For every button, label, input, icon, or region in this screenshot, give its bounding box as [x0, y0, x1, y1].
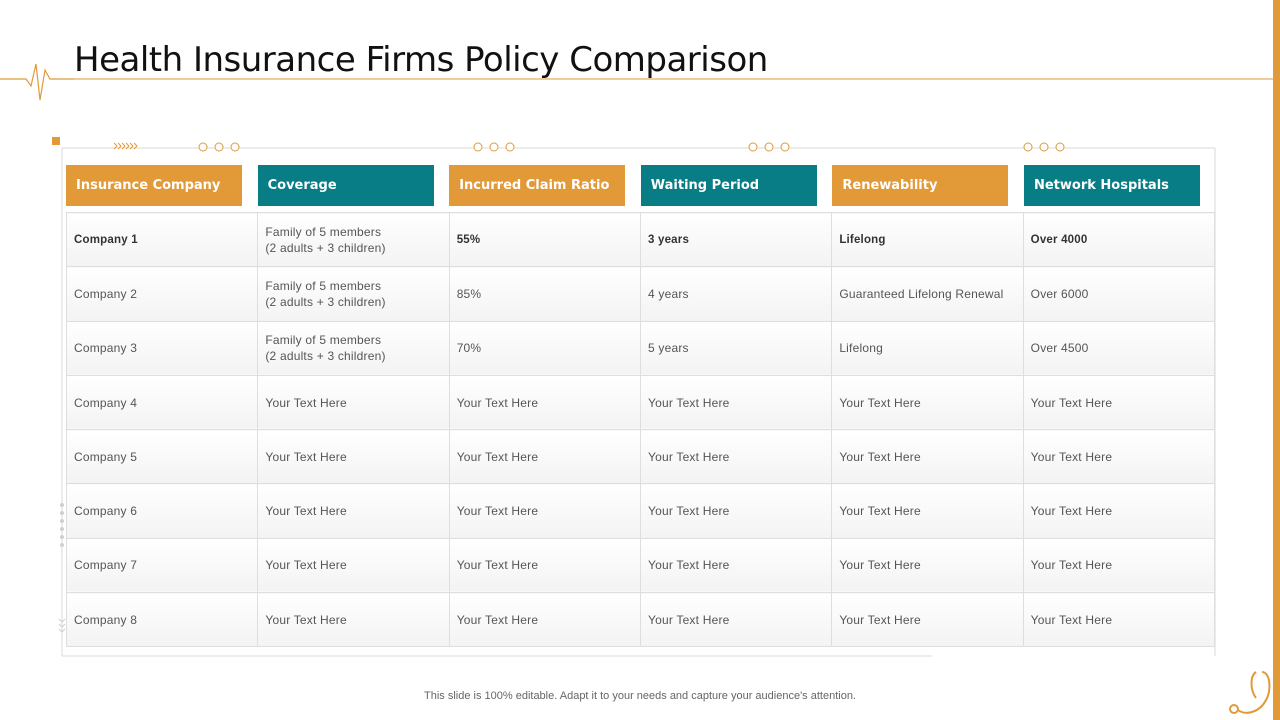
coverage-line-1: Family of 5 members [265, 278, 382, 293]
cell-company: Company 8 [67, 593, 258, 647]
table-row [67, 375, 1215, 429]
cell-waiting-period: Your Text Here [641, 484, 832, 538]
frame-circle-dots [199, 143, 1064, 151]
cell-network-hospitals: Your Text Here [1023, 430, 1214, 484]
cell-waiting-period: Your Text Here [641, 538, 832, 592]
cell-claim-ratio: Your Text Here [449, 375, 640, 429]
cell-claim-ratio: Your Text Here [449, 484, 640, 538]
cell-waiting-period: Your Text Here [641, 375, 832, 429]
cell-renewability: Your Text Here [832, 593, 1023, 647]
cell-waiting-period: Your Text Here [641, 430, 832, 484]
coverage-line-2: (2 adults + 3 children) [265, 240, 386, 255]
side-grey-chevrons [59, 619, 65, 632]
cell-claim-ratio: Your Text Here [449, 538, 640, 592]
cell-renewability: Your Text Here [832, 484, 1023, 538]
cell-company: Company 7 [67, 538, 258, 592]
cell-company: Company 5 [67, 430, 258, 484]
cell-coverage [258, 321, 449, 375]
cell-coverage: Your Text Here [258, 538, 449, 592]
table-row [67, 321, 1215, 375]
table-row [67, 267, 1215, 321]
cell-claim-ratio: 55% [449, 213, 640, 267]
cell-claim-ratio: 70% [449, 321, 640, 375]
cell-renewability: Guaranteed Lifelong Renewal [832, 267, 1023, 321]
cell-network-hospitals: Over 6000 [1023, 267, 1214, 321]
table-row [67, 484, 1215, 538]
side-grey-dots [60, 503, 64, 547]
right-accent-bar [1273, 0, 1280, 720]
cell-network-hospitals: Your Text Here [1023, 484, 1214, 538]
cell-network-hospitals: Your Text Here [1023, 375, 1214, 429]
header-renewability: Renewability [832, 165, 1008, 206]
table-row [67, 430, 1215, 484]
cell-claim-ratio: Your Text Here [449, 430, 640, 484]
cell-company: Company 2 [67, 267, 258, 321]
cell-waiting-period: 4 years [641, 267, 832, 321]
chevron-arrows-icon [114, 143, 137, 149]
cell-company: Company 4 [67, 375, 258, 429]
cell-renewability: Lifelong [832, 213, 1023, 267]
cell-claim-ratio: 85% [449, 267, 640, 321]
cell-renewability: Lifelong [832, 321, 1023, 375]
cell-company: Company 1 [67, 213, 258, 267]
cell-coverage: Your Text Here [258, 375, 449, 429]
cell-waiting-period: 3 years [641, 213, 832, 267]
header-insurance-company: Insurance Company [66, 165, 242, 206]
coverage-line-2: (2 adults + 3 children) [265, 294, 386, 309]
cell-network-hospitals: Over 4500 [1023, 321, 1214, 375]
cell-network-hospitals: Your Text Here [1023, 593, 1214, 647]
cell-network-hospitals: Your Text Here [1023, 538, 1214, 592]
cell-network-hospitals: Over 4000 [1023, 213, 1214, 267]
cell-coverage: Your Text Here [258, 430, 449, 484]
comparison-table [66, 212, 1215, 647]
table-row [67, 213, 1215, 267]
coverage-line-1: Family of 5 members [265, 224, 382, 239]
cell-company: Company 6 [67, 484, 258, 538]
cell-coverage [258, 267, 449, 321]
header-incurred-claim-ratio: Incurred Claim Ratio [449, 165, 625, 206]
heartbeat-line-icon [0, 64, 74, 100]
footer-note: This slide is 100% editable. Adapt it to your needs and capture your audience's attention. [424, 690, 856, 702]
page-title: Health Insurance Firms Policy Comparison [74, 40, 768, 80]
header-coverage: Coverage [258, 165, 434, 206]
cell-renewability: Your Text Here [832, 375, 1023, 429]
cell-coverage: Your Text Here [258, 484, 449, 538]
header-network-hospitals: Network Hospitals [1024, 165, 1200, 206]
frame-square-marker [52, 137, 60, 145]
cell-renewability: Your Text Here [832, 538, 1023, 592]
comparison-header-row [66, 165, 1215, 206]
cell-waiting-period: Your Text Here [641, 593, 832, 647]
header-waiting-period: Waiting Period [641, 165, 817, 206]
cell-coverage: Your Text Here [258, 593, 449, 647]
cell-waiting-period: 5 years [641, 321, 832, 375]
table-row [67, 593, 1215, 647]
cell-claim-ratio: Your Text Here [449, 593, 640, 647]
cell-company: Company 3 [67, 321, 258, 375]
table-row [67, 538, 1215, 592]
coverage-line-1: Family of 5 members [265, 333, 382, 348]
cell-coverage [258, 213, 449, 267]
cell-renewability: Your Text Here [832, 430, 1023, 484]
coverage-line-2: (2 adults + 3 children) [265, 349, 386, 364]
